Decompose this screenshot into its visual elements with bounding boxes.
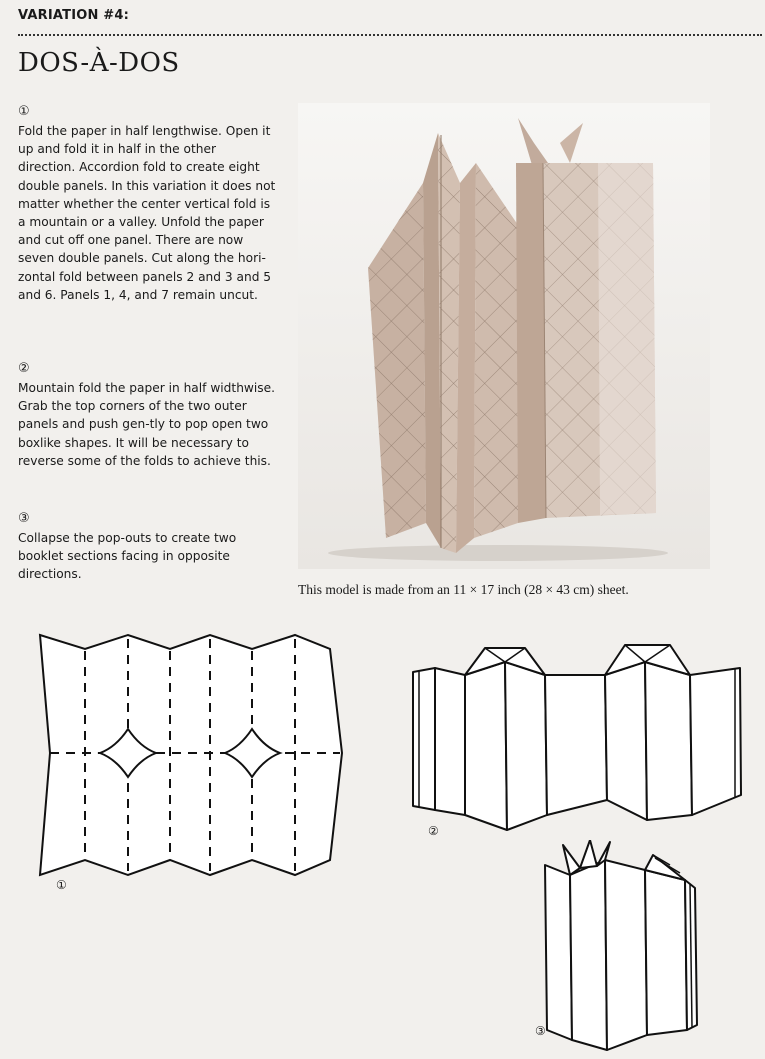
step-3-number: ③ [18, 511, 30, 526]
diagram-1-label: ① [56, 878, 67, 892]
step-3 [18, 511, 276, 584]
diagram-2-label: ② [428, 824, 439, 838]
photo-caption: This model is made from an 11 × 17 inch (28 × 43 cm) sheet. [298, 582, 629, 597]
step-1 [18, 104, 276, 304]
step-1-number: ① [18, 104, 30, 119]
variation-label: VARIATION #4: [18, 8, 130, 23]
model-photo [298, 103, 710, 569]
page-title: DOS-À-DOS [18, 48, 180, 78]
step-3-text: Collapse the pop-outs to create two booklet sections facing in opposite directions. [18, 531, 237, 582]
step-2 [18, 361, 276, 470]
diagram-2-popup [405, 640, 750, 835]
diagram-3-booklets [535, 840, 705, 1055]
step-2-text: Mountain fold the paper in half widthwise. Grab the top corners of the two outer panels and push gen-tly to pop open two boxlike shapes. It will be necessary to reverse some of the folds to achieve this. [18, 381, 275, 468]
step-2-number: ② [18, 361, 30, 376]
diagram-3-label: ③ [535, 1024, 546, 1038]
dotted-divider [18, 34, 762, 36]
step-1-text: Fold the paper in half lengthwise. Open it up and fold it in half in the other direction. Accordion fold to create eight double panels. In this variation it does not matter whether the center vertical fold is a mountain or a valley. Unfold the paper and cut off one panel. There are now seven double panels. Cut along the hori-zontal fold between panels 2 and 3 and 5 and 6. Panels 1, 4, and 7 remain uncut. [18, 124, 276, 302]
diagram-1-flat-sheet [30, 625, 350, 890]
